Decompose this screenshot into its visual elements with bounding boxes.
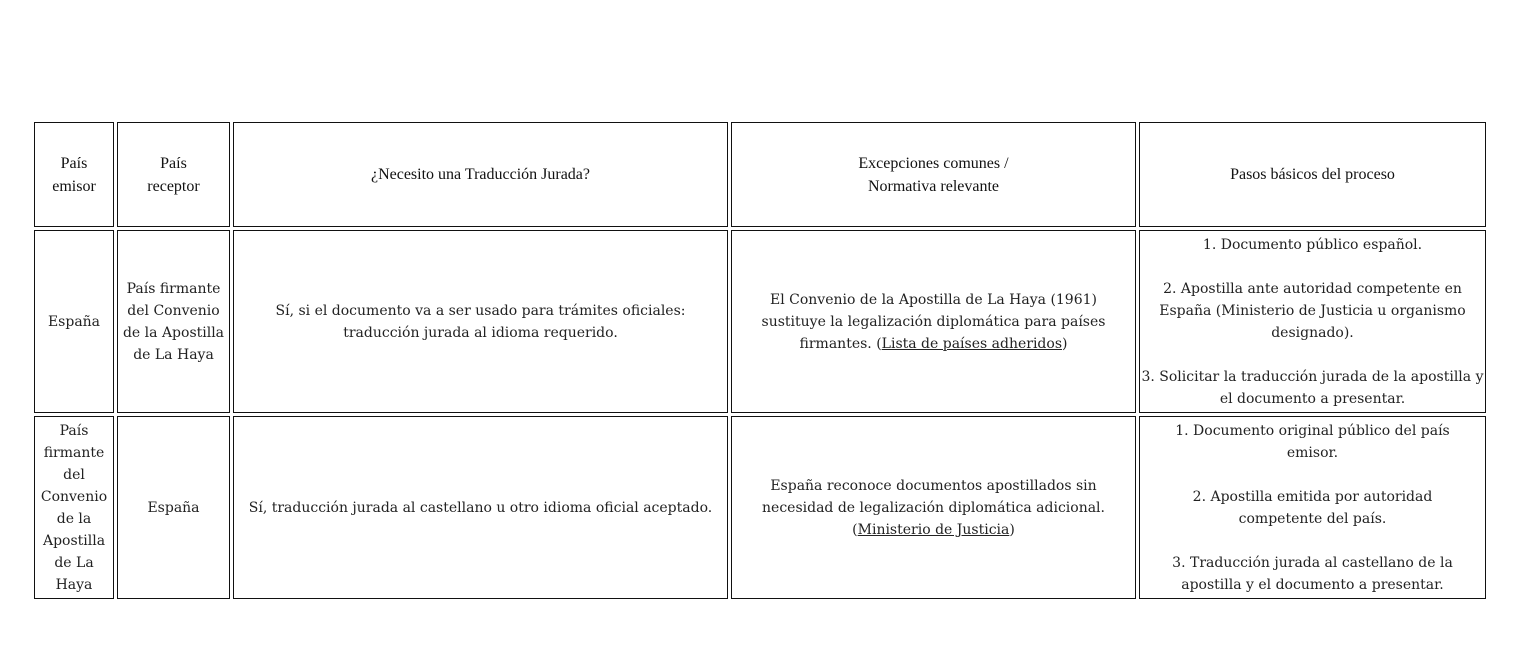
header-necesito: ¿Necesito una Traducción Jurada? xyxy=(233,122,728,227)
lista-paises-link[interactable]: Lista de países adheridos xyxy=(881,335,1062,352)
translation-requirements-table xyxy=(31,119,1489,602)
cell-emisor: País firmante del Convenio de la Apostilla de La Haya xyxy=(34,416,114,599)
table-header-row xyxy=(34,122,1486,227)
cell-excepciones: España reconoce documentos apostillados sin necesidad de legalización diplomática adicional. (Ministerio de Justicia) xyxy=(731,416,1136,599)
header-pais-receptor: País receptor xyxy=(117,122,230,227)
cell-excepciones: El Convenio de la Apostilla de La Haya (1961) sustituye la legalización diplomática para países firmantes. (Lista de países adheridos) xyxy=(731,230,1136,413)
header-excepciones: Excepciones comunes / Normativa relevante xyxy=(731,122,1136,227)
ministerio-justicia-link[interactable]: Ministerio de Justicia xyxy=(857,521,1010,538)
cell-pasos: 1. Documento original público del país emisor. 2. Apostilla emitida por autoridad competente del país. 3. Traducción jurada al castellano de la apostilla y el documento a presentar. xyxy=(1139,416,1486,599)
cell-necesito: Sí, si el documento va a ser usado para trámites oficiales: traducción jurada al idioma requerido. xyxy=(233,230,728,413)
table-row xyxy=(34,230,1486,413)
header-pais-emisor: País emisor xyxy=(34,122,114,227)
cell-receptor: España xyxy=(117,416,230,599)
cell-necesito: Sí, traducción jurada al castellano u otro idioma oficial aceptado. xyxy=(233,416,728,599)
header-pasos: Pasos básicos del proceso xyxy=(1139,122,1486,227)
cell-receptor: País firmante del Convenio de la Apostilla de La Haya xyxy=(117,230,230,413)
cell-pasos: 1. Documento público español. 2. Apostilla ante autoridad competente en España (Ministerio de Justicia u organismo designado). 3. Solicitar la traducción jurada de la apostilla y el documento a presentar. xyxy=(1139,230,1486,413)
cell-emisor: España xyxy=(34,230,114,413)
table-row xyxy=(34,416,1486,599)
